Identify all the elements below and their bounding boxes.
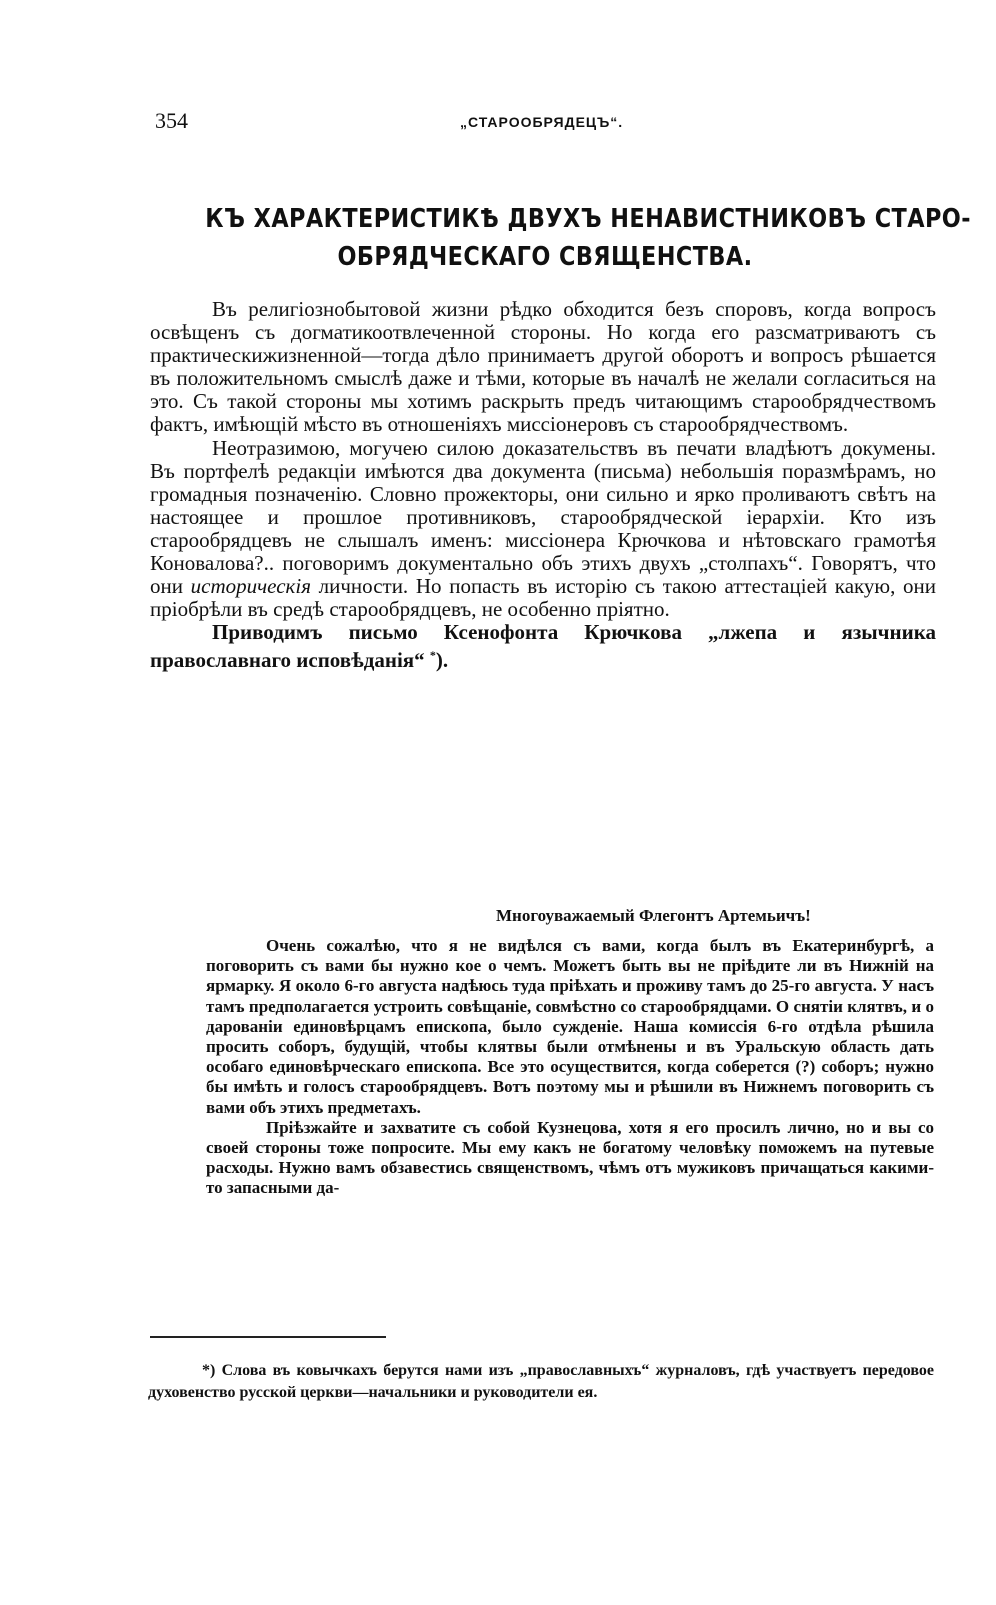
letter-salutation: Многоуважаемый Флегонтъ Артемьичъ! [496,906,811,925]
paragraph-3-end: ). [435,648,449,673]
footnote-divider [150,1336,386,1338]
paragraph-2-text-b: личности. Но попасть въ исторію съ такою аттестаціей какую, они пріобрѣли въ средѣ старообрядцевъ, не особенно пріятно. [150,574,937,622]
footnote [148,1360,934,1404]
letter-paragraph-2: Пріѣзжайте и захватите съ собой Кузнецова, хотя я его просилъ лично, но и вы со своей стороны тоже попросите. Мы ему какъ не богатому человѣку поможемъ на путевые расходы. Нужно вамъ обзавестись священствомъ, чѣмъ отъ мужиковъ причащаться какими-то запасными да- [206,1117,934,1198]
title-line-1: КЪ ХАРАКТЕРИСТИКѢ ДВУХЪ НЕНАВИСТНИКОВЪ СТАРО- [205,204,971,234]
letter-body [206,936,934,1199]
title-line-2: ОБРЯДЧЕСКАГО СВЯЩЕНСТВА. [337,242,753,272]
article-title [205,200,971,276]
footnote-marker: *) [202,1362,216,1379]
running-head [150,108,940,138]
journal-title: „СТАРООБРЯДЕЦЪ“. [460,114,624,130]
footnote-reference: * [429,648,436,663]
paragraph-3 [150,621,936,672]
paragraph-3-text: Приводимъ письмо Ксенофонта Крючкова „лжепа и язычника православнаго исповѣданія“ [150,620,936,673]
paragraph-2-text-a: Неотразимою, могучею силою доказательствъ въ печати владѣютъ докумены. Въ портфелѣ редакціи имѣются два документа (письма) небольшія поразмѣрамъ, но громадныя позначенію. Словно прожекторы, они сильно и ярко проливаютъ свѣтъ на настоящее и прошлое противниковъ, старообрядческой іерархіи. Кто изъ старообрядцевъ не слышалъ именъ: миссіонера Крючкова и нѣтовскаго грамотѣя Коновалова?.. поговоримъ документально объ этихъ двухъ „столпахъ“. Говорятъ, что они [150,435,936,599]
paragraph-1: Въ религіознобытовой жизни рѣдко обходится безъ споровъ, когда вопросъ освѣщенъ съ догматикоотвлеченной стороны. Но когда его разсматриваютъ съ практическижизненной—тогда дѣло принимаетъ другой оборотъ и вопросъ рѣшается въ положительномъ смыслѣ даже и тѣми, которые въ началѣ не желали согласиться на это. Съ такой стороны мы хотимъ раскрыть предъ читающимъ старообрядчествомъ фактъ, имѣющій мѣсто въ отношеніяхъ миссіонеровъ съ старообрядчествомъ. [150,297,936,437]
article-body [150,298,936,673]
paragraph-2 [150,437,936,622]
footnote-text: Слова въ ковычкахъ берутся нами изъ „православныхъ“ журналовъ, гдѣ участвуетъ передовое духовенство русской церкви—начальники и руководители ея. [148,1362,935,1401]
page-number: 354 [155,108,188,133]
emphasis-text: историческія [190,574,311,599]
letter-paragraph-1: Очень сожалѣю, что я не видѣлся съ вами, когда былъ въ Екатеринбургѣ, а поговорить съ вами бы нужно кое о чемъ. Можетъ быть вы не пріѣдите ли въ Нижній на ярмарку. Я около 6-го августа надѣюсь туда пріѣхать и проживу тамъ до 25-го августа. У насъ тамъ предполагается устроить совѣщаніе, совмѣстно со старообрядцами. О снятіи клятвъ, и о дарованіи единовѣрцамъ епископа, было сужденіе. Наша комиссія 6-го отдѣла рѣшила просить соборъ, будущій, чтобы клятвы были отмѣнены и въ Уральскую область дать особаго единовѣрческаго епископа. Все это осуществится, когда соберется (?) соборъ; нужно бы имѣть и голосъ старообрядцевъ. Вотъ поэтому мы и рѣшили въ Нижнемъ поговорить съ вами объ этихъ предметахъ. [206,936,934,1117]
